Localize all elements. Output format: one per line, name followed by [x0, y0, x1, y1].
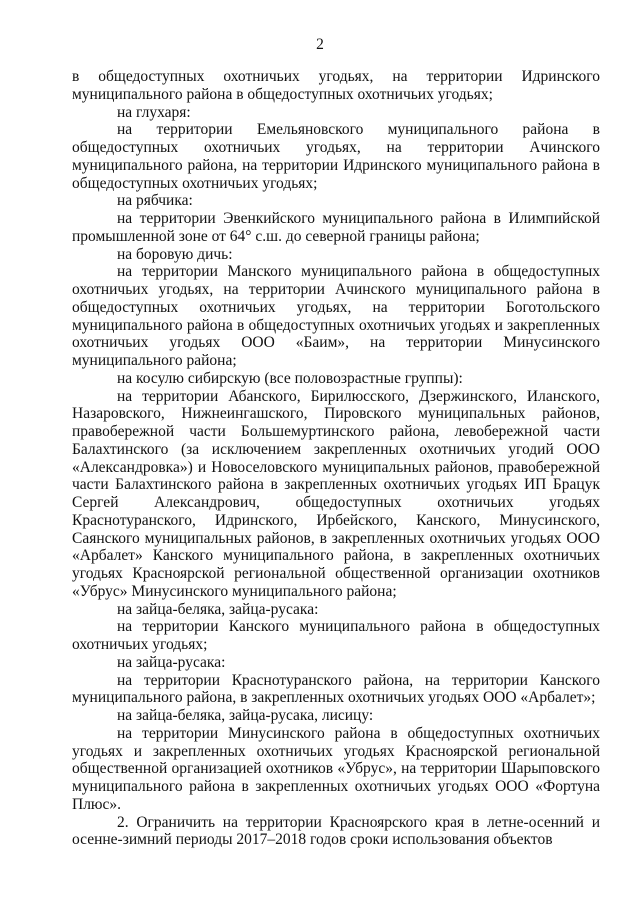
document-body [72, 68, 600, 849]
paragraph-hazel-grouse-territories: на территории Эвенкийского муниципального района в Илимпийской промышленной зоне от 64° с.ш. до северной границы района; [72, 210, 600, 245]
paragraph-roe-deer-territories: на территории Абанского, Бирилюсского, Дзержинского, Иланского, Назаровского, Нижнеингашского, Пировского муниципальных районов, правобережной части Большемуртинского района, левобережной части Балахтинского (за исключением закрепленных охотничьих угодий ООО «Александровка») и Новоселовского муниципальных районов, правобережной части Балахтинского района в закрепленных охотничьих угодьях ИП Брацук Сергей Александрович, общедоступных охотничьих угодьях Краснотуранского, Идринского, Ирбейского, Канского, Минусинского, Саянского муниципальных районов, в закрепленных охотничьих угодьях ООО «Арбалет» Канского муниципального района, в закрепленных охотничьих угодьях Красноярской региональной общественной организации охотников «Убрус» Минусинского муниципального района; [72, 387, 600, 600]
heading-hazel-grouse: на рябчика: [117, 192, 193, 210]
heading-roe-deer: на косулю сибирскую (все половозрастные группы): [117, 369, 463, 387]
heading-hare-both: на зайца-беляка, зайца-русака: [117, 600, 319, 618]
paragraph-continuation: в общедоступных охотничьих угодьях, на территории Идринского муниципального района в общедоступных охотничьих угодьях; [72, 68, 600, 103]
page-number: 2 [316, 36, 324, 53]
heading-upland-game: на боровую дичь: [117, 245, 233, 263]
paragraph-hare-both-territories: на территории Канского муниципального района в общедоступных охотничьих угодьях; [72, 618, 600, 653]
heading-brown-hare: на зайца-русака: [117, 653, 226, 671]
paragraph-brown-hare-territories: на территории Краснотуранского района, на территории Канского муниципального района, в закрепленных охотничьих угодьях ООО «Арбалет»; [72, 671, 600, 707]
paragraph-upland-game-territories: на территории Манского муниципального района в общедоступных охотничьих угодьях, на территории Ачинского муниципального района в общедоступных охотничьих угодьях, на территории Боготольского муниципального района в общедоступных охотничьих угодьях и закрепленных охотничьих угодьях ООО «Баим», на территории Минусинского муниципального района; [72, 263, 600, 369]
heading-capercaillie: на глухаря: [117, 103, 191, 121]
heading-hare-fox: на зайца-беляка, зайца-русака, лисицу: [117, 707, 374, 724]
paragraph-item-2: 2. Ограничить на территории Красноярского края в летне-осенний и осенне-зимний периоды 2017–2018 годов сроки использования объектов [72, 813, 600, 849]
paragraph-capercaillie-territories: на территории Емельяновского муниципального района в общедоступных охотничьих угодьях, на территории Ачинского муниципального района, на территории Идринского муниципального района в общедоступных охотничьих угодьях; [72, 121, 600, 192]
paragraph-hare-fox-territories: на территории Минусинского района в общедоступных охотничьих угодьях и закрепленных охотничьих угодьях Красноярской региональной общественной организацией охотников «Убрус», на территории Шарыповского муниципального района в закрепленных охотничьих угодьях ООО «Фортуна Плюс». [72, 724, 600, 813]
